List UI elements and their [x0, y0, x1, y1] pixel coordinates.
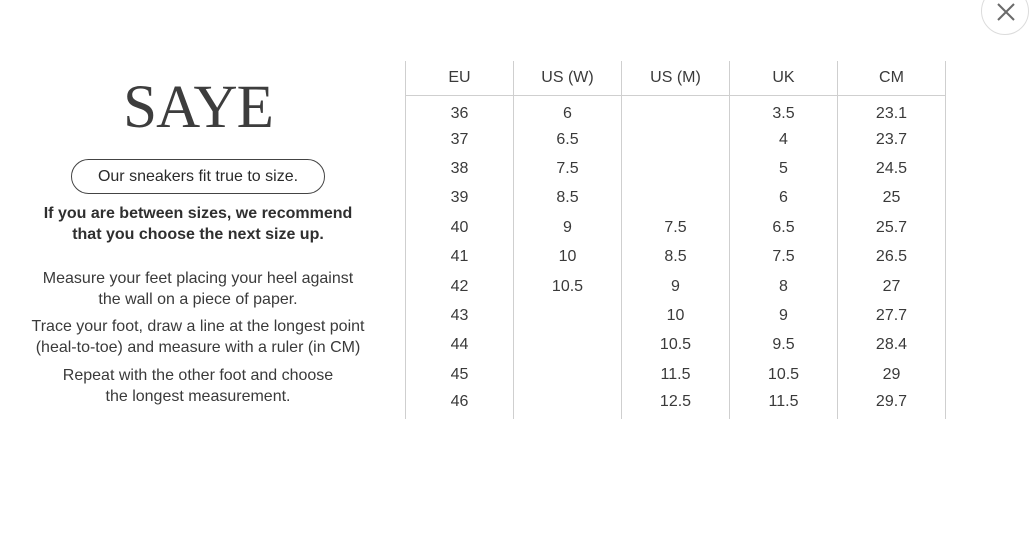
cell-cm: 29.7 [838, 389, 946, 418]
cell-uk: 6 [730, 184, 838, 213]
column-header-us-men: US (M) [622, 61, 730, 96]
cell-us-men [622, 184, 730, 213]
cell-eu: 36 [406, 96, 514, 125]
table-row [406, 96, 946, 125]
table-header-row [406, 61, 946, 96]
table-row [406, 125, 946, 154]
cell-cm: 26.5 [838, 242, 946, 271]
cell-cm: 29 [838, 360, 946, 389]
cell-eu: 46 [406, 389, 514, 418]
table-row [406, 331, 946, 360]
cell-uk: 8 [730, 272, 838, 301]
cell-us-women: 6.5 [514, 125, 622, 154]
table-row [406, 154, 946, 183]
cell-cm: 28.4 [838, 331, 946, 360]
cell-us-men: 7.5 [622, 213, 730, 242]
cell-uk: 9.5 [730, 331, 838, 360]
cell-us-men [622, 125, 730, 154]
cell-eu: 40 [406, 213, 514, 242]
cell-us-men: 8.5 [622, 242, 730, 271]
size-chart-table [405, 61, 946, 419]
cell-us-women [514, 360, 622, 389]
cell-us-men: 11.5 [622, 360, 730, 389]
cell-cm: 23.7 [838, 125, 946, 154]
column-header-uk: UK [730, 61, 838, 96]
cell-us-men: 10 [622, 301, 730, 330]
cell-us-men [622, 96, 730, 125]
cell-eu: 44 [406, 331, 514, 360]
cell-uk: 6.5 [730, 213, 838, 242]
cell-us-women: 8.5 [514, 184, 622, 213]
column-header-cm: CM [838, 61, 946, 96]
trace-instruction-line-2: (heal-to-toe) and measure with a ruler (in CM) [35, 339, 361, 356]
repeat-instruction-line-2: the longest measurement. [105, 388, 291, 405]
close-icon [995, 1, 1017, 23]
cell-cm: 24.5 [838, 154, 946, 183]
cell-cm: 23.1 [838, 96, 946, 125]
recommend-text-line-1: If you are between sizes, we recommend [43, 205, 353, 222]
cell-eu: 39 [406, 184, 514, 213]
cell-eu: 38 [406, 154, 514, 183]
measure-instruction-line-2: the wall on a piece of paper. [98, 291, 298, 308]
table-row [406, 184, 946, 213]
cell-eu: 42 [406, 272, 514, 301]
cell-eu: 37 [406, 125, 514, 154]
cell-us-women: 10.5 [514, 272, 622, 301]
size-table-body [406, 96, 946, 419]
size-guide-info-panel [0, 0, 396, 551]
cell-us-women: 7.5 [514, 154, 622, 183]
measure-instruction-line-1: Measure your feet placing your heel against [42, 270, 354, 287]
table-row [406, 242, 946, 271]
brand-logo: SAYE [123, 74, 273, 141]
cell-us-men: 10.5 [622, 331, 730, 360]
column-header-eu: EU [406, 61, 514, 96]
close-button[interactable] [981, 0, 1029, 35]
fit-true-to-size-badge: Our sneakers fit true to size. [71, 159, 325, 194]
trace-instruction-line-1: Trace your foot, draw a line at the longest point [31, 318, 365, 335]
table-row [406, 360, 946, 389]
cell-uk: 10.5 [730, 360, 838, 389]
cell-us-women: 9 [514, 213, 622, 242]
cell-cm: 27.7 [838, 301, 946, 330]
cell-uk: 9 [730, 301, 838, 330]
cell-us-men [622, 154, 730, 183]
cell-cm: 27 [838, 272, 946, 301]
cell-us-women [514, 301, 622, 330]
cell-uk: 7.5 [730, 242, 838, 271]
recommend-text-line-2: that you choose the next size up. [72, 226, 324, 243]
cell-uk: 5 [730, 154, 838, 183]
repeat-instruction-line-1: Repeat with the other foot and choose [62, 367, 334, 384]
cell-cm: 25 [838, 184, 946, 213]
table-row [406, 301, 946, 330]
table-row [406, 389, 946, 418]
column-header-us-women: US (W) [514, 61, 622, 96]
cell-us-women: 10 [514, 242, 622, 271]
cell-eu: 45 [406, 360, 514, 389]
cell-eu: 41 [406, 242, 514, 271]
cell-uk: 4 [730, 125, 838, 154]
table-row [406, 213, 946, 242]
cell-uk: 3.5 [730, 96, 838, 125]
table-row [406, 272, 946, 301]
cell-us-men: 9 [622, 272, 730, 301]
cell-uk: 11.5 [730, 389, 838, 418]
cell-us-women: 6 [514, 96, 622, 125]
cell-cm: 25.7 [838, 213, 946, 242]
cell-eu: 43 [406, 301, 514, 330]
cell-us-women [514, 389, 622, 418]
cell-us-women [514, 331, 622, 360]
cell-us-men: 12.5 [622, 389, 730, 418]
